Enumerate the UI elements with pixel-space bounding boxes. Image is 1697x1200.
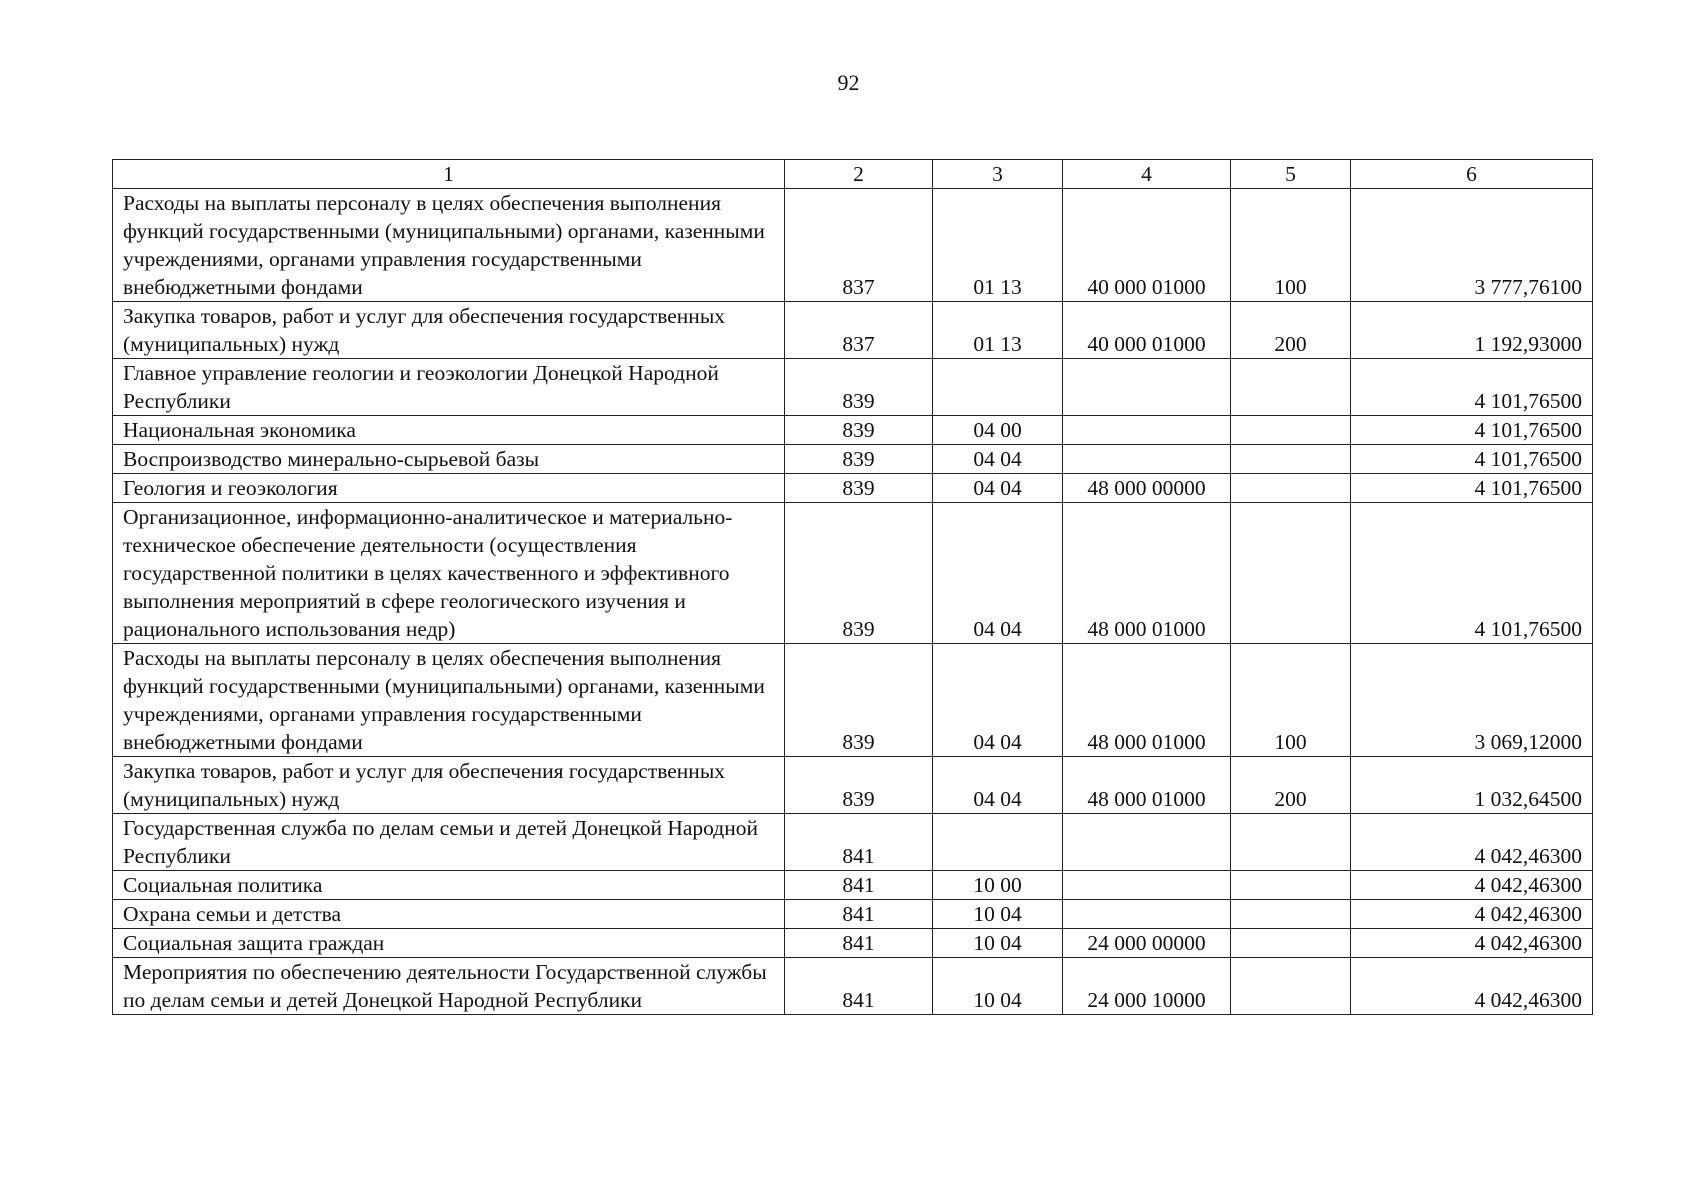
row-code: 837: [785, 189, 933, 302]
row-amount: 3 777,76100: [1351, 189, 1593, 302]
row-code: 841: [785, 814, 933, 871]
row-kind: 200: [1231, 757, 1351, 814]
row-kind: [1231, 445, 1351, 474]
row-target: [1063, 814, 1231, 871]
row-kind: [1231, 929, 1351, 958]
row-target: 48 000 01000: [1063, 503, 1231, 644]
row-section: 04 04: [933, 445, 1063, 474]
row-code: 839: [785, 416, 933, 445]
row-name: Национальная экономика: [113, 416, 785, 445]
column-header: 1: [113, 160, 785, 189]
row-code: 841: [785, 900, 933, 929]
row-name: Социальная политика: [113, 871, 785, 900]
row-kind: 100: [1231, 189, 1351, 302]
row-section: 01 13: [933, 302, 1063, 359]
row-code: 837: [785, 302, 933, 359]
row-code: 839: [785, 359, 933, 416]
row-target: 40 000 01000: [1063, 189, 1231, 302]
row-section: 04 04: [933, 474, 1063, 503]
row-kind: [1231, 871, 1351, 900]
row-target: 48 000 01000: [1063, 757, 1231, 814]
column-header: 6: [1351, 160, 1593, 189]
row-kind: [1231, 359, 1351, 416]
row-section: [933, 814, 1063, 871]
header-row: [113, 160, 1593, 189]
table-header: [113, 160, 1593, 189]
row-target: 40 000 01000: [1063, 302, 1231, 359]
table-row: [113, 757, 1593, 814]
row-code: 839: [785, 503, 933, 644]
row-target: [1063, 359, 1231, 416]
row-code: 841: [785, 929, 933, 958]
table-row: [113, 474, 1593, 503]
row-amount: 4 042,46300: [1351, 871, 1593, 900]
row-section: 04 00: [933, 416, 1063, 445]
row-section: 04 04: [933, 644, 1063, 757]
row-target: 24 000 10000: [1063, 958, 1231, 1015]
row-section: 10 04: [933, 929, 1063, 958]
column-header: 4: [1063, 160, 1231, 189]
table-row: [113, 302, 1593, 359]
row-amount: 4 101,76500: [1351, 474, 1593, 503]
row-amount: 4 042,46300: [1351, 929, 1593, 958]
row-code: 839: [785, 644, 933, 757]
row-name: Закупка товаров, работ и услуг для обеспечения государственных (муниципальных) нужд: [113, 302, 785, 359]
row-name: Охрана семьи и детства: [113, 900, 785, 929]
row-kind: [1231, 814, 1351, 871]
row-target: [1063, 900, 1231, 929]
row-amount: 4 042,46300: [1351, 958, 1593, 1015]
column-header: 3: [933, 160, 1063, 189]
row-kind: [1231, 958, 1351, 1015]
row-target: [1063, 871, 1231, 900]
row-name: Расходы на выплаты персоналу в целях обеспечения выполнения функций государственными (муниципальными) органами, казенными учреждениями, органами управления государственными внебюджетными фондами: [113, 189, 785, 302]
table-row: [113, 416, 1593, 445]
row-section: 10 00: [933, 871, 1063, 900]
table-row: [113, 900, 1593, 929]
table-body: [113, 189, 1593, 1015]
column-header: 5: [1231, 160, 1351, 189]
row-code: 841: [785, 958, 933, 1015]
row-code: 839: [785, 445, 933, 474]
table-row: [113, 503, 1593, 644]
page-number: 92: [837, 70, 860, 95]
row-section: 04 04: [933, 503, 1063, 644]
table-row: [113, 445, 1593, 474]
row-amount: 4 101,76500: [1351, 503, 1593, 644]
row-code: 841: [785, 871, 933, 900]
row-name: Расходы на выплаты персоналу в целях обеспечения выполнения функций государственными (муниципальными) органами, казенными учреждениями, органами управления государственными внебюджетными фондами: [113, 644, 785, 757]
row-amount: 3 069,12000: [1351, 644, 1593, 757]
row-name: Государственная служба по делам семьи и детей Донецкой Народной Республики: [113, 814, 785, 871]
row-kind: [1231, 416, 1351, 445]
row-name: Главное управление геологии и геоэкологии Донецкой Народной Республики: [113, 359, 785, 416]
table-row: [113, 929, 1593, 958]
row-section: 04 04: [933, 757, 1063, 814]
row-target: [1063, 445, 1231, 474]
row-target: [1063, 416, 1231, 445]
row-amount: 4 042,46300: [1351, 814, 1593, 871]
row-name: Воспроизводство минерально-сырьевой базы: [113, 445, 785, 474]
row-target: 48 000 00000: [1063, 474, 1231, 503]
row-kind: 100: [1231, 644, 1351, 757]
row-name: Закупка товаров, работ и услуг для обеспечения государственных (муниципальных) нужд: [113, 757, 785, 814]
table-row: [113, 814, 1593, 871]
row-amount: 1 192,93000: [1351, 302, 1593, 359]
row-section: 10 04: [933, 900, 1063, 929]
row-target: 24 000 00000: [1063, 929, 1231, 958]
table-row: [113, 644, 1593, 757]
row-amount: 4 101,76500: [1351, 359, 1593, 416]
row-name: Социальная защита граждан: [113, 929, 785, 958]
row-code: 839: [785, 474, 933, 503]
table-row: [113, 958, 1593, 1015]
budget-table: [112, 159, 1593, 1015]
row-kind: [1231, 900, 1351, 929]
row-name: Организационное, информационно-аналитическое и материально-техническое обеспечение деятельности (осуществления государственной политики в целях качественного и эффективного выполнения мероприятий в сфере геологического изучения и рационального использования недр): [113, 503, 785, 644]
row-amount: 4 101,76500: [1351, 445, 1593, 474]
row-target: 48 000 01000: [1063, 644, 1231, 757]
table-row: [113, 189, 1593, 302]
row-name: Мероприятия по обеспечению деятельности Государственной службы по делам семьи и детей Донецкой Народной Республики: [113, 958, 785, 1015]
row-kind: [1231, 503, 1351, 644]
row-section: 10 04: [933, 958, 1063, 1015]
row-amount: 4 042,46300: [1351, 900, 1593, 929]
row-amount: 1 032,64500: [1351, 757, 1593, 814]
row-section: [933, 359, 1063, 416]
table-row: [113, 359, 1593, 416]
row-kind: 200: [1231, 302, 1351, 359]
row-name: Геология и геоэкология: [113, 474, 785, 503]
row-amount: 4 101,76500: [1351, 416, 1593, 445]
row-section: 01 13: [933, 189, 1063, 302]
column-header: 2: [785, 160, 933, 189]
row-kind: [1231, 474, 1351, 503]
row-code: 839: [785, 757, 933, 814]
table-row: [113, 871, 1593, 900]
